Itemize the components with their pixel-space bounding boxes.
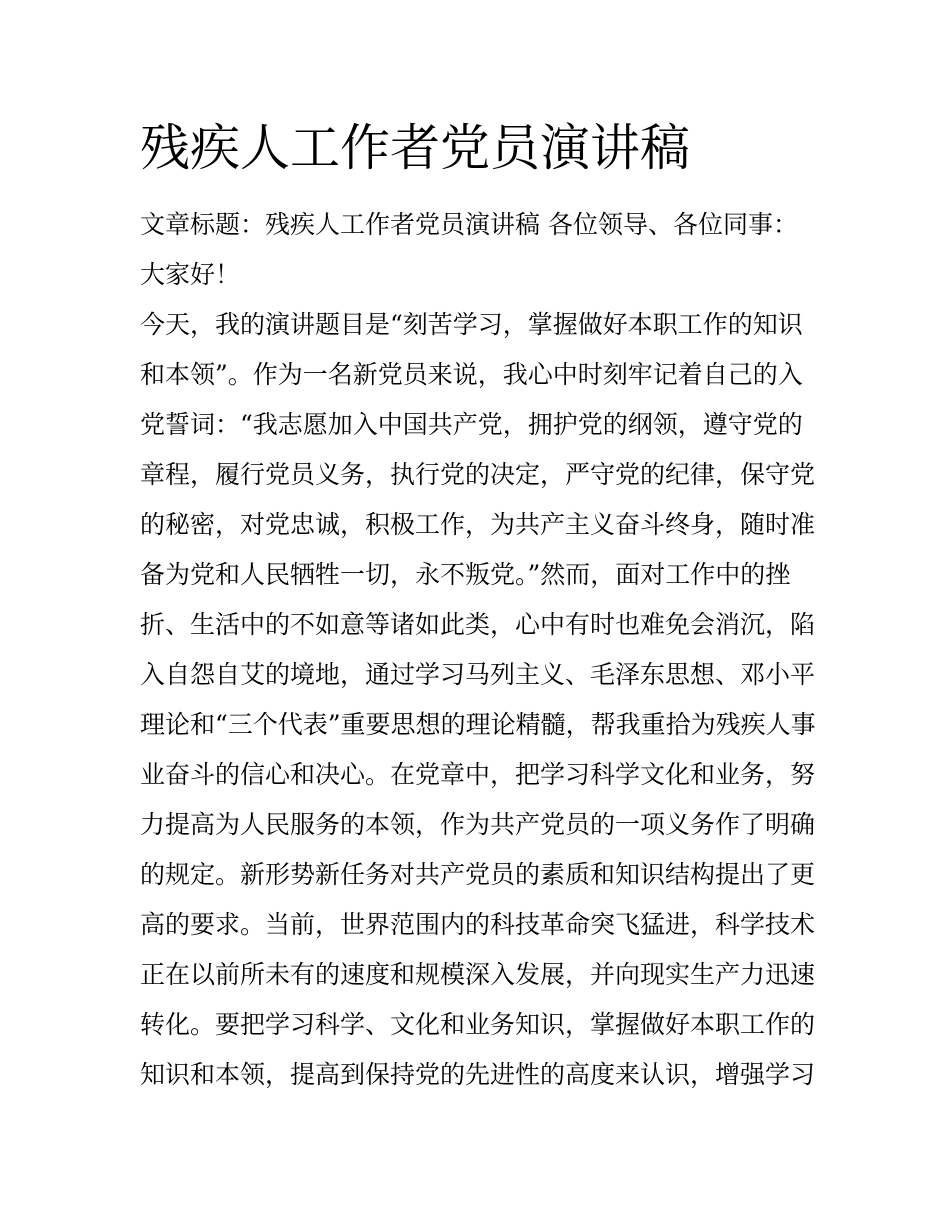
text-line: 理论和“三个代表”重要思想的理论精髓，帮我重拾为残疾人事 (140, 710, 816, 739)
text-line: 业奋斗的信心和决心。在党章中，把学习科学文化和业务，努 (140, 760, 816, 789)
text-line: 知识和本领，提高到保持党的先进性的高度来认识，增强学习 (140, 1060, 816, 1089)
text-line: 今天，我的演讲题目是“刻苦学习，掌握做好本职工作的知识 (140, 310, 803, 339)
text-line: 大家好！ (140, 260, 241, 289)
text-line: 文章标题：残疾人工作者党员演讲稿 各位领导、各位同事： (140, 210, 798, 239)
text-line: 折、生活中的不如意等诸如此类，心中有时也难免会消沉，陷 (140, 610, 816, 639)
text-line: 力提高为人民服务的本领，作为共产党员的一项义务作了明确 (140, 810, 816, 839)
text-line: 的秘密，对党忠诚，积极工作，为共产主义奋斗终身，随时准 (140, 510, 816, 539)
text-line: 备为党和人民牺牲一切，永不叛党。”然而，面对工作中的挫 (140, 560, 791, 589)
text-line: 党誓词：“我志愿加入中国共产党，拥护党的纲领，遵守党的 (140, 410, 803, 439)
text-line: 转化。要把学习科学、文化和业务知识，掌握做好本职工作的 (140, 1010, 816, 1039)
document-title: 残疾人工作者党员演讲稿 (140, 119, 690, 177)
text-line: 章程，履行党员义务，执行党的决定，严守党的纪律，保守党 (140, 460, 816, 489)
text-line: 入自怨自艾的境地，通过学习马列主义、毛泽东思想、邓小平 (140, 660, 816, 689)
text-line: 和本领”。作为一名新党员来说，我心中时刻牢记着自己的入 (140, 360, 803, 389)
text-line: 的规定。新形势新任务对共产党员的素质和知识结构提出了更 (140, 860, 816, 889)
text-line: 高的要求。当前，世界范围内的科技革命突飞猛进，科学技术 (140, 910, 816, 939)
text-line: 正在以前所未有的速度和规模深入发展，并向现实生产力迅速 (140, 960, 816, 989)
